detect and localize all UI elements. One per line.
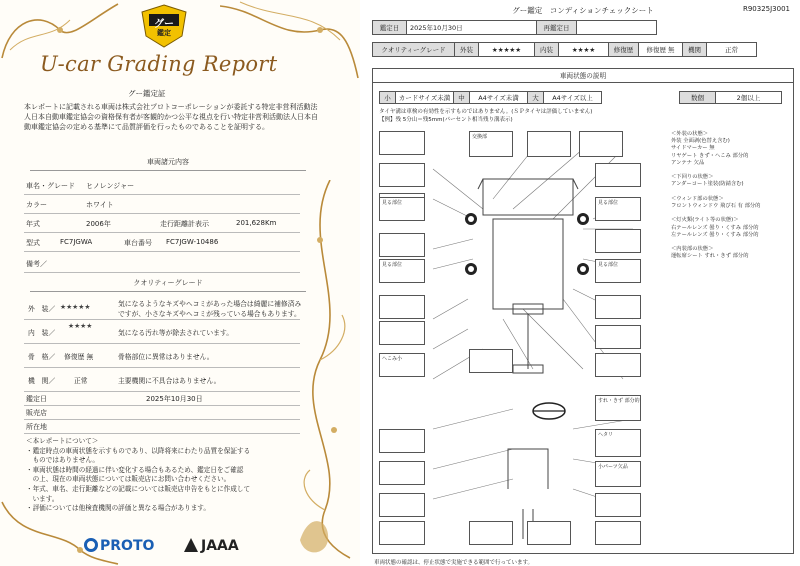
condition-box xyxy=(595,163,641,187)
sheet-quality-label: クオリティーグレード xyxy=(373,43,455,57)
grade-engine-label: 機 関／ xyxy=(28,377,56,385)
grade-engine-value: 正常 xyxy=(74,377,88,385)
condition-box xyxy=(527,521,571,545)
jaaa-mark-icon xyxy=(184,538,198,552)
spec-section-header: 車両諸元内容 xyxy=(30,157,306,171)
condition-box xyxy=(595,493,641,517)
location-row xyxy=(24,420,300,434)
badge-line1: グー xyxy=(154,19,174,30)
note-line: の上、現在の車両状態については販売店にお問い合わせください。 xyxy=(26,475,231,484)
condition-box xyxy=(379,461,425,485)
date-value: 2025年10月30日 xyxy=(146,395,203,403)
spec-row-model xyxy=(24,233,300,252)
condition-check-sheet xyxy=(366,0,800,566)
condition-box xyxy=(469,521,513,545)
parts-box: 小パーツ欠品 xyxy=(595,461,641,487)
dealer-row xyxy=(24,406,300,420)
legend-line-2: 【例】残 5分山＝残5mm(パーセント相当残り溝表示) xyxy=(379,116,513,123)
sheet-int-label: 内装 xyxy=(535,43,559,57)
sheet-title: グー鑑定 コンディションチェックシート xyxy=(512,6,654,15)
grade-frame-label: 骨 格／ xyxy=(28,353,56,361)
note-line: ・鑑定時点の車両状態を示すものであり、以降将来にわたり品質を保証する xyxy=(26,446,251,455)
grade-interior-comment-1: 気になる汚れ等が除去されています。 xyxy=(118,329,234,337)
spec-mileage-value: 201,628Km xyxy=(236,219,277,227)
count-value: 2個以上 xyxy=(716,92,782,104)
size-small-label: 小 xyxy=(380,92,396,104)
spacer xyxy=(527,375,571,377)
condition-box xyxy=(595,521,641,545)
spec-chassis-label: 車台番号 xyxy=(124,239,152,247)
left-rear-box: 見る部位 xyxy=(379,259,425,283)
grade-row-engine xyxy=(24,368,300,392)
grade-exterior-comment-1: 気になるようなキズやヘコミがあった場合は綺麗に補修済み xyxy=(118,300,302,308)
condition-line: リヤゲート きず・へこみ 部分的 xyxy=(671,152,749,159)
sheet-footer: 車両状態の確認は、停止状態で実施できる範囲で行っています。 xyxy=(374,560,534,566)
size-large-label: 大 xyxy=(528,92,544,104)
condition-box xyxy=(469,349,513,373)
dealer-label: 販売店 xyxy=(26,409,47,417)
condition-line: アンテナ 欠品 xyxy=(671,159,705,166)
condition-box xyxy=(379,493,425,517)
condition-box xyxy=(595,229,641,253)
spec-row-remarks xyxy=(24,254,300,273)
condition-line: 外装 全面剥(色替え含む) xyxy=(671,138,730,145)
grade-frame-value: 修復歴 無 xyxy=(64,353,94,361)
right-front-box: 見る部位 xyxy=(595,197,641,221)
footer-logos xyxy=(84,538,284,558)
condition-line: 運転席シート すれ・きず 部分的 xyxy=(671,253,749,260)
condition-line: ＜外装の状態＞ xyxy=(671,131,709,137)
grade-exterior-stars: ★★★★★ xyxy=(60,303,91,311)
spec-color-label: カラー xyxy=(26,201,47,209)
sheet-number: R90325J3001 xyxy=(742,5,790,13)
spec-color-value: ホワイト xyxy=(86,201,114,209)
spec-row-color xyxy=(24,195,300,214)
note-line: ものではありません。 xyxy=(26,456,99,465)
sheet-engine-label: 機関 xyxy=(683,43,707,57)
condition-box xyxy=(379,521,425,545)
condition-line: ＜ウィンド部の状態＞ xyxy=(671,195,724,202)
grade-interior-label: 内 装／ xyxy=(28,329,56,337)
grade-row-frame xyxy=(24,344,300,368)
sheet-date-label: 鑑定日 xyxy=(373,21,407,35)
note-line: ・評価については他検査機関の評価と異なる場合があります。 xyxy=(26,504,210,513)
jaaa-wordmark: JAAA xyxy=(201,538,239,554)
panel-title: 車両状態の説明 xyxy=(373,69,793,83)
proto-mark-icon xyxy=(84,538,98,552)
spec-mileage-label: 走行距離計表示 xyxy=(160,220,209,228)
rear-box: へこみ小 xyxy=(379,353,425,377)
note-line: います。 xyxy=(26,494,59,503)
gold-ornament-top-left xyxy=(0,0,120,60)
condition-line: ＜内装部の状態＞ xyxy=(671,246,714,253)
sheet-repair-value: 修復歴 無 xyxy=(639,43,683,57)
grade-interior-stars: ★★★★ xyxy=(68,322,93,330)
condition-line: フロントウィンドウ 飛び石 有 部分的 xyxy=(671,203,761,210)
sheet-ext-label: 外装 xyxy=(455,43,479,57)
condition-line: 左テールレンズ 曇り・くすみ 部分的 xyxy=(671,231,759,238)
vehicle-condition-panel xyxy=(372,68,794,554)
sheet-engine-value: 正常 xyxy=(707,43,757,57)
gold-ornament-right-vine xyxy=(290,180,360,560)
size-medium-label: 中 xyxy=(454,92,470,104)
note-line: ・年式、車名、走行距離などの記載については販売店申告をもとに作成して xyxy=(26,484,251,493)
date-label: 鑑定日 xyxy=(26,395,47,403)
condition-line: アンダーコート塗装(防錆含む) xyxy=(671,181,744,188)
condition-box xyxy=(379,131,425,155)
grade-frame-comment-1: 骨格部位に異常はありません。 xyxy=(118,353,214,361)
quality-table xyxy=(372,42,757,57)
grade-exterior-label: 外 装／ xyxy=(28,305,56,313)
location-label: 所在地 xyxy=(26,423,47,431)
left-front-box: 見る部位 xyxy=(379,197,425,221)
report-subtitle: グー鑑定証 xyxy=(128,89,166,98)
note-line: ・車両状態は時間の経過に伴い変化する場合もあるため、鑑定日をご確認 xyxy=(26,465,244,474)
spec-year-label: 年式 xyxy=(26,220,40,228)
condition-box xyxy=(379,429,425,453)
sheet-ext-value: ★★★★★ xyxy=(479,43,535,57)
grade-row-interior xyxy=(24,320,300,344)
size-small-desc: カードサイズ未満 xyxy=(396,92,454,104)
grade-exterior-comment-2: ですが、小さなキズやヘコミが残っている場合もあります。 xyxy=(118,310,301,318)
condition-box xyxy=(527,131,571,157)
condition-box xyxy=(379,321,425,345)
condition-box xyxy=(595,353,641,377)
report-script-title: U-car Grading Report xyxy=(40,52,278,76)
spec-model-label: 型式 xyxy=(26,239,40,247)
sheet-repair-label: 修復歴 xyxy=(609,43,639,57)
proto-logo xyxy=(84,538,154,554)
condition-box xyxy=(379,163,425,187)
steering-box: すれ・きず 部分的 xyxy=(595,395,641,421)
seat-box: へタリ xyxy=(595,429,641,457)
spec-model-value: FC7JGWA xyxy=(60,238,93,246)
sheet-date-value: 2025年10月30日 xyxy=(407,21,537,35)
date-table xyxy=(372,20,657,35)
condition-list xyxy=(671,131,787,261)
condition-line: ＜下回りの状態＞ xyxy=(671,174,714,181)
quality-grade-header: クオリティーグレード xyxy=(30,278,306,292)
grading-report-page xyxy=(0,0,360,566)
condition-line: 右テールレンズ 曇り・くすみ 部分的 xyxy=(671,224,759,231)
report-intro: 本レポートに記載される車両は株式会社プロトコーポレーションが委託する特定非営利活動法人日本自動車鑑定協会の資格保有者が客観的かつ公平な視点を行い特定非営利活動法人日本自動車鑑定協会の定める基準にて品質評価を行ったものであることを証明する。 xyxy=(24,103,318,132)
spec-row-year xyxy=(24,214,300,233)
count-label: 数個 xyxy=(680,92,716,104)
sheet-int-value: ★★★★ xyxy=(559,43,609,57)
proto-wordmark: PROTO xyxy=(100,538,155,554)
condition-line: サイドマーカー 無 xyxy=(671,145,715,152)
notes-title: ＜本レポートについて＞ xyxy=(26,437,99,445)
grade-row-exterior xyxy=(24,296,300,320)
condition-line xyxy=(671,189,787,196)
condition-line: ＜灯火類(ライト等の状態)＞ xyxy=(671,217,739,224)
grade-engine-comment-1: 主要機関に不具合はありません。 xyxy=(118,377,221,385)
condition-box xyxy=(579,131,623,157)
condition-box xyxy=(595,325,641,349)
spec-row-name xyxy=(24,176,300,195)
condition-box xyxy=(595,295,641,319)
right-rear-box: 見る部位 xyxy=(595,259,641,283)
sheet-redate-value xyxy=(577,21,657,35)
size-medium-desc: A4サイズ未満 xyxy=(470,92,528,104)
report-notes xyxy=(26,437,290,514)
gu-kantei-logo xyxy=(140,4,188,48)
spec-name-value: ヒノレンジャー xyxy=(86,182,135,190)
condition-box xyxy=(379,295,425,319)
size-large-desc: A4サイズ以上 xyxy=(544,92,602,104)
spec-chassis-value: FC7JGW-10486 xyxy=(166,238,219,246)
badge-line2: 鑑定 xyxy=(157,29,171,37)
spec-remarks-label: 備考／ xyxy=(26,260,47,268)
condition-box xyxy=(379,233,425,257)
sheet-redate-label: 再鑑定日 xyxy=(537,21,577,35)
legend-line-1: タイヤ溝は車検の有効性を示すものではありません。(ＳＰタイヤは評価していません) xyxy=(379,109,593,115)
front-bumper-box: 交換部 xyxy=(469,131,513,157)
date-row xyxy=(24,392,300,406)
spec-year-value: 2006年 xyxy=(86,220,111,228)
jaaa-logo xyxy=(184,538,239,554)
spec-name-label: 車名・グレード xyxy=(26,182,75,190)
